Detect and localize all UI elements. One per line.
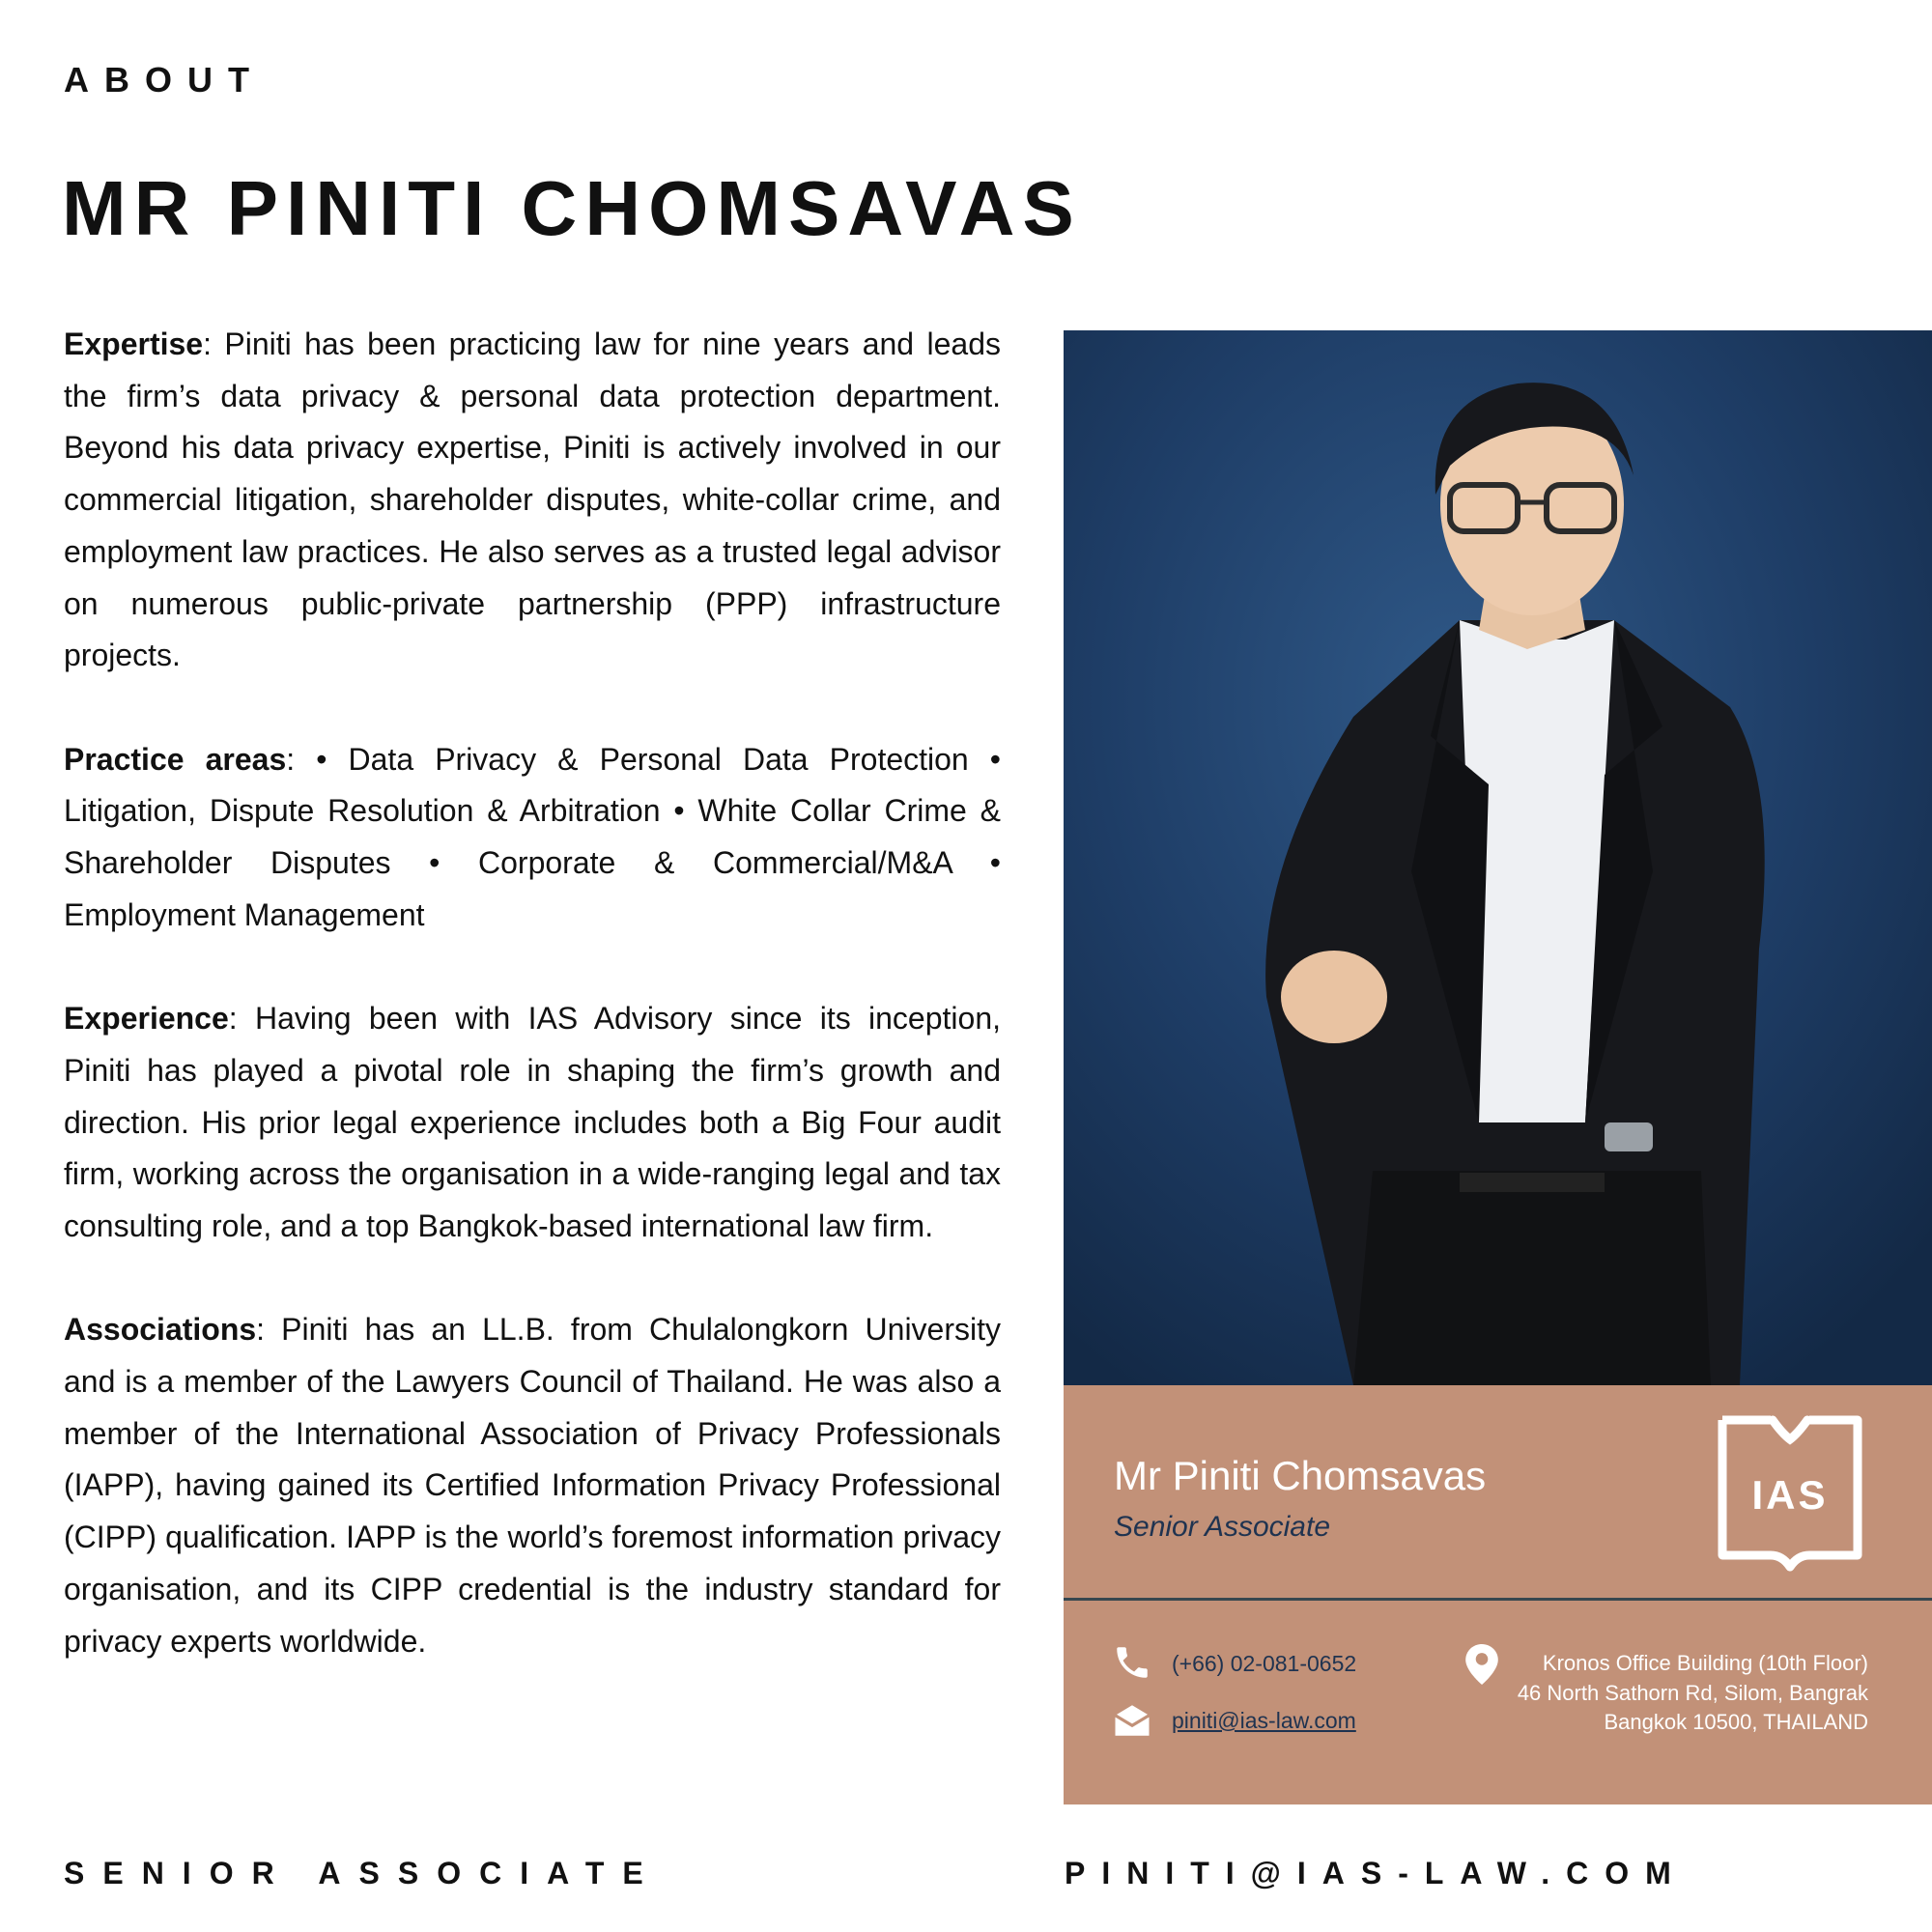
contact-card	[1064, 1385, 1932, 1804]
bio-lead-practice-areas: Practice areas	[64, 741, 287, 777]
portrait-photo	[1064, 330, 1932, 1385]
footer-email: PINITI@IAS-LAW.COM	[1065, 1856, 1688, 1890]
portrait-illustration	[1064, 330, 1932, 1385]
bio-section	[64, 319, 1001, 1667]
card-name: Mr Piniti Chomsavas	[1114, 1453, 1487, 1498]
trousers	[1353, 1171, 1711, 1385]
bio-text-associations: : Piniti has an LL.B. from Chulalongkorn University and is a member of the Lawyers Council of Thailand. He was also a member of the International Association of Privacy Professionals (IAPP), having gained its Certified Information Privacy Professional (CIPP) qualification. IAPP is the world’s foremost information privacy organisation, and its CIPP credential is the industry standard for privacy experts worldwide.	[64, 1312, 1001, 1659]
card-divider	[1064, 1598, 1932, 1601]
bio-text-experience: : Having been with IAS Advisory since its inception, Piniti has played a pivotal role in shaping the firm’s growth and direction. His prior legal experience includes both a Big Four audit firm, working across the organisation in a wide-ranging legal and tax consulting role, and a top Bangkok-based international law firm.	[64, 1001, 1001, 1243]
footer-role: SENIOR ASSOCIATE	[64, 1856, 662, 1890]
bio-lead-experience: Experience	[64, 1001, 229, 1037]
wristwatch	[1605, 1122, 1653, 1151]
phone-number: (+66) 02-081-0652	[1172, 1651, 1357, 1676]
email-link[interactable]: piniti@ias-law.com	[1172, 1708, 1356, 1733]
bio-paragraph-practice-areas	[64, 734, 1001, 942]
ias-logo	[1713, 1410, 1867, 1573]
hand	[1281, 951, 1387, 1043]
bio-lead-associations: Associations	[64, 1312, 257, 1348]
card-role: Senior Associate	[1114, 1511, 1331, 1543]
page-title: MR PINITI CHOMSAVAS	[62, 165, 1082, 251]
address-line-2: 46 North Sathorn Rd, Silom, Bangrak	[1517, 1680, 1868, 1705]
bio-text-expertise: : Piniti has been practicing law for nine years and leads the firm’s data privacy & personal data protection department. Beyond his data privacy expertise, Piniti is actively involved in our commercial litigation, shareholder disputes, white-collar crime, and employment law practices. He also serves as a trusted legal advisor on numerous public-private partnership (PPP) infrastructure projects.	[64, 327, 1001, 673]
address-line-1: Kronos Office Building (10th Floor)	[1542, 1651, 1868, 1675]
bio-text-practice-areas: : • Data Privacy & Personal Data Protection • Litigation, Dispute Resolution & Arbitration • White Collar Crime & Shareholder Disputes • Corporate & Commercial/M&A • Employment Management	[64, 741, 1002, 932]
bio-paragraph-experience	[64, 993, 1001, 1253]
belt	[1460, 1173, 1605, 1192]
address-line-3: Bangkok 10500, THAILAND	[1604, 1710, 1868, 1734]
bio-paragraph-expertise	[64, 319, 1001, 682]
logo-text: IAS	[1751, 1472, 1829, 1518]
bio-lead-expertise: Expertise	[64, 327, 204, 361]
bio-paragraph-associations	[64, 1304, 1001, 1667]
office-address	[1424, 1649, 1868, 1738]
envelope-icon	[1112, 1700, 1152, 1741]
phone-icon	[1112, 1642, 1152, 1683]
section-label: ABOUT	[64, 60, 265, 99]
